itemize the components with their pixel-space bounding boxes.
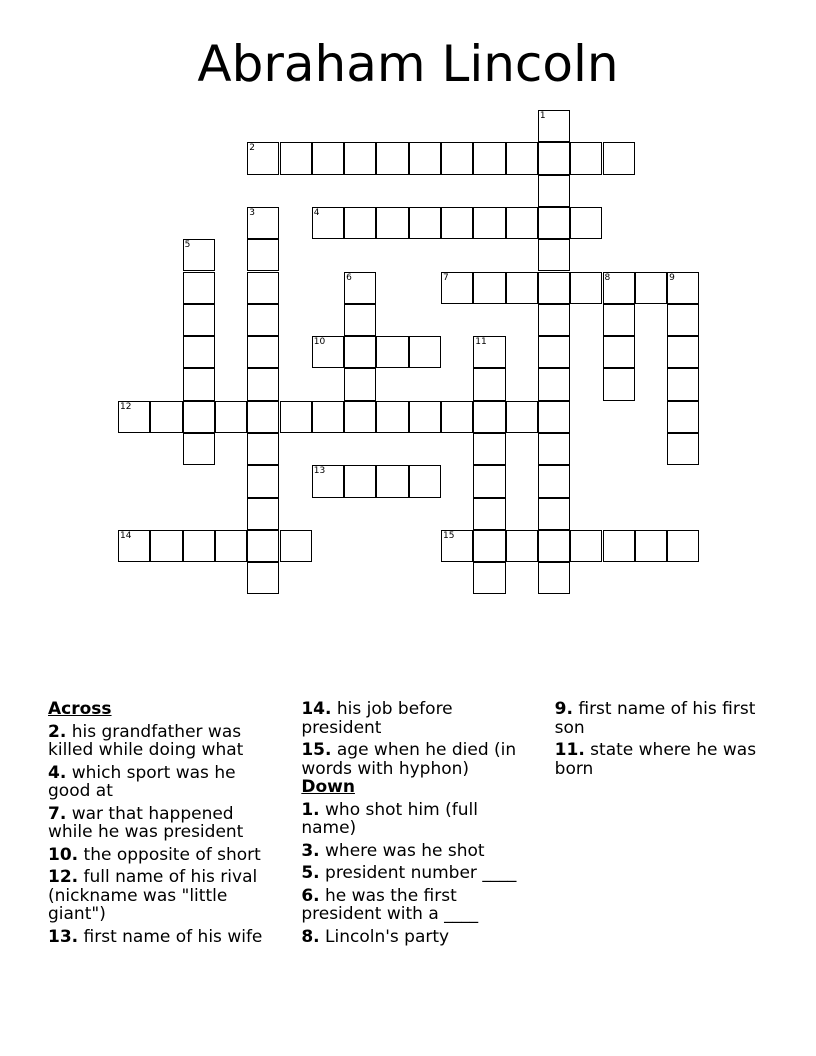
clue-number: 9. xyxy=(554,699,573,719)
clue-text: state where he was born xyxy=(554,740,757,779)
down-clue xyxy=(301,928,524,947)
grid-cell[interactable] xyxy=(473,498,505,530)
clue-number: 1. xyxy=(301,799,320,820)
clue-number: 13. xyxy=(48,926,79,947)
grid-cell[interactable] xyxy=(538,433,570,465)
grid-cell[interactable] xyxy=(344,304,376,336)
grid-cell[interactable] xyxy=(538,142,570,174)
across-clue xyxy=(48,868,271,924)
across-clue xyxy=(48,846,271,865)
clue-text: his grandfather was killed while doing what xyxy=(48,721,244,760)
grid-cell[interactable] xyxy=(247,239,279,271)
grid-cell[interactable] xyxy=(409,142,441,174)
grid-cell[interactable] xyxy=(376,142,408,174)
grid-cell[interactable] xyxy=(603,530,635,562)
grid-cell[interactable] xyxy=(344,401,376,433)
grid-cell[interactable] xyxy=(409,401,441,433)
grid-cell[interactable] xyxy=(183,401,215,433)
grid-cell[interactable] xyxy=(538,239,570,271)
clue-text: who shot him (full name) xyxy=(301,799,478,838)
cell-number: 10 xyxy=(313,337,326,348)
clue-text: which sport was he good at xyxy=(48,762,236,801)
grid-cell[interactable] xyxy=(473,336,505,368)
down-heading: Down xyxy=(301,777,355,797)
puzzle-title: Abraham Lincoln xyxy=(197,35,619,93)
grid-cell[interactable] xyxy=(118,401,150,433)
grid-cell[interactable] xyxy=(441,142,473,174)
grid-cell[interactable] xyxy=(344,272,376,304)
grid-cell[interactable] xyxy=(473,530,505,562)
down-clue xyxy=(301,864,524,883)
grid-cell[interactable] xyxy=(344,142,376,174)
clue-number: 11. xyxy=(554,740,585,760)
clue-number: 7. xyxy=(48,803,67,824)
grid-cell[interactable] xyxy=(538,175,570,207)
grid-cell[interactable] xyxy=(376,401,408,433)
grid-cell[interactable] xyxy=(473,465,505,497)
grid-cell[interactable] xyxy=(344,207,376,239)
down-clue xyxy=(301,801,524,838)
grid-cell[interactable] xyxy=(312,336,344,368)
cell-number: 1 xyxy=(539,111,546,121)
clue-number: 12. xyxy=(48,867,79,887)
cell-number: 11 xyxy=(475,337,487,348)
cell-number: 3 xyxy=(249,207,255,218)
grid-cell[interactable] xyxy=(247,433,279,465)
grid-cell[interactable] xyxy=(344,368,376,400)
clue-number: 5. xyxy=(301,863,320,883)
grid-cell[interactable] xyxy=(247,530,279,562)
clue-text: he was the first president with a ____ xyxy=(301,885,479,924)
down-clue xyxy=(301,887,524,924)
cell-number: 13 xyxy=(313,466,326,477)
grid-cell[interactable] xyxy=(183,336,215,368)
down-clue xyxy=(555,741,778,778)
grid-cell[interactable] xyxy=(183,239,215,271)
clue-number: 3. xyxy=(301,840,320,861)
grid-cell[interactable] xyxy=(570,207,602,239)
grid-cell[interactable] xyxy=(247,142,279,174)
grid-cell[interactable] xyxy=(635,530,667,562)
grid-cell[interactable] xyxy=(409,465,441,497)
grid-cell[interactable] xyxy=(473,207,505,239)
across-clue xyxy=(301,700,524,737)
grid-cell[interactable] xyxy=(441,272,473,304)
cell-number: 6 xyxy=(346,272,352,283)
cell-number: 7 xyxy=(443,272,449,283)
grid-cell[interactable] xyxy=(538,336,570,368)
grid-cell[interactable] xyxy=(247,401,279,433)
clue-text: where was he shot xyxy=(319,840,485,861)
clue-text: the opposite of short xyxy=(78,844,261,865)
grid-cell[interactable] xyxy=(538,465,570,497)
grid-cell[interactable] xyxy=(183,433,215,465)
grid-cell[interactable] xyxy=(247,336,279,368)
grid-cell[interactable] xyxy=(506,207,538,239)
grid-cell[interactable] xyxy=(344,465,376,497)
grid-cell[interactable] xyxy=(441,530,473,562)
cell-number: 2 xyxy=(249,143,255,154)
across-clue xyxy=(48,723,271,760)
grid-cell[interactable] xyxy=(603,304,635,336)
grid-cell[interactable] xyxy=(570,530,602,562)
grid-cell[interactable] xyxy=(667,433,699,465)
grid-cell[interactable] xyxy=(150,401,182,433)
cell-number: 9 xyxy=(669,272,675,283)
grid-cell[interactable] xyxy=(247,368,279,400)
grid-cell[interactable] xyxy=(376,336,408,368)
grid-cell[interactable] xyxy=(473,368,505,400)
grid-cell[interactable] xyxy=(667,368,699,400)
clue-text: Lincoln's party xyxy=(319,926,450,947)
grid-cell[interactable] xyxy=(441,207,473,239)
grid-cell[interactable] xyxy=(376,465,408,497)
clue-text: his job before president xyxy=(301,699,453,738)
grid-cell[interactable] xyxy=(247,207,279,239)
clue-text: first name of his first son xyxy=(554,699,756,738)
cell-number: 15 xyxy=(443,530,455,541)
grid-cell[interactable] xyxy=(118,530,150,562)
grid-cell[interactable] xyxy=(312,401,344,433)
grid-cell[interactable] xyxy=(667,530,699,562)
clue-list xyxy=(48,700,778,960)
grid-cell[interactable] xyxy=(409,336,441,368)
grid-cell[interactable] xyxy=(635,272,667,304)
grid-cell[interactable] xyxy=(506,401,538,433)
grid-cell[interactable] xyxy=(667,336,699,368)
grid-cell[interactable] xyxy=(280,401,312,433)
down-clue xyxy=(555,700,778,737)
grid-cell[interactable] xyxy=(538,530,570,562)
grid-cell[interactable] xyxy=(603,368,635,400)
grid-cell[interactable] xyxy=(150,530,182,562)
grid-cell[interactable] xyxy=(538,562,570,594)
grid-cell[interactable] xyxy=(538,401,570,433)
grid-cell[interactable] xyxy=(409,207,441,239)
grid-cell[interactable] xyxy=(247,465,279,497)
grid-cell[interactable] xyxy=(183,304,215,336)
clue-number: 10. xyxy=(48,844,79,865)
grid-cell[interactable] xyxy=(312,465,344,497)
clue-text: age when he died (in words with hyphon) xyxy=(301,740,517,779)
grid-cell[interactable] xyxy=(506,142,538,174)
clue-text: first name of his wife xyxy=(78,926,263,947)
grid-cell[interactable] xyxy=(247,272,279,304)
grid-cell[interactable] xyxy=(473,401,505,433)
grid-cell[interactable] xyxy=(280,142,312,174)
grid-cell[interactable] xyxy=(538,110,570,142)
grid-cell[interactable] xyxy=(667,401,699,433)
clue-number: 4. xyxy=(48,762,67,783)
down-clue xyxy=(301,842,524,861)
across-clue xyxy=(48,764,271,801)
grid-cell[interactable] xyxy=(247,562,279,594)
grid-cell[interactable] xyxy=(247,498,279,530)
cell-number: 5 xyxy=(184,240,191,251)
grid-cell[interactable] xyxy=(603,142,635,174)
cell-number: 8 xyxy=(604,272,611,283)
grid-cell[interactable] xyxy=(473,562,505,594)
grid-cell[interactable] xyxy=(603,336,635,368)
cell-number: 4 xyxy=(313,207,320,218)
grid-cell[interactable] xyxy=(376,207,408,239)
grid-cell[interactable] xyxy=(473,272,505,304)
grid-cell[interactable] xyxy=(570,142,602,174)
grid-cell[interactable] xyxy=(473,142,505,174)
grid-cell[interactable] xyxy=(312,207,344,239)
cell-number: 12 xyxy=(120,401,132,412)
grid-cell[interactable] xyxy=(183,272,215,304)
grid-cell[interactable] xyxy=(215,401,247,433)
grid-cell[interactable] xyxy=(247,304,279,336)
grid-cell[interactable] xyxy=(538,272,570,304)
grid-cell[interactable] xyxy=(506,272,538,304)
grid-cell[interactable] xyxy=(473,433,505,465)
clue-text: full name of his rival (nickname was "little giant") xyxy=(48,867,258,924)
grid-cell[interactable] xyxy=(344,336,376,368)
grid-cell[interactable] xyxy=(570,272,602,304)
grid-cell[interactable] xyxy=(215,530,247,562)
grid-cell[interactable] xyxy=(538,304,570,336)
grid-cell[interactable] xyxy=(667,272,699,304)
clue-number: 8. xyxy=(301,926,320,947)
across-heading: Across xyxy=(48,699,112,719)
clue-number: 15. xyxy=(301,740,332,760)
grid-cell[interactable] xyxy=(312,142,344,174)
cell-number: 14 xyxy=(120,530,132,541)
grid-cell[interactable] xyxy=(538,368,570,400)
grid-cell[interactable] xyxy=(441,401,473,433)
clue-text: president number ____ xyxy=(319,863,517,883)
across-clue xyxy=(48,928,271,947)
grid-cell[interactable] xyxy=(667,304,699,336)
grid-cell[interactable] xyxy=(183,368,215,400)
grid-cell[interactable] xyxy=(280,530,312,562)
grid-cell[interactable] xyxy=(183,530,215,562)
grid-cell[interactable] xyxy=(538,207,570,239)
clue-number: 6. xyxy=(301,885,320,906)
across-clue xyxy=(301,741,524,778)
grid-cell[interactable] xyxy=(506,530,538,562)
clue-number: 2. xyxy=(48,721,67,742)
across-clue xyxy=(48,805,271,842)
clue-number: 14. xyxy=(301,699,332,719)
grid-cell[interactable] xyxy=(538,498,570,530)
clue-text: war that happened while he was president xyxy=(48,803,244,842)
grid-cell[interactable] xyxy=(603,272,635,304)
